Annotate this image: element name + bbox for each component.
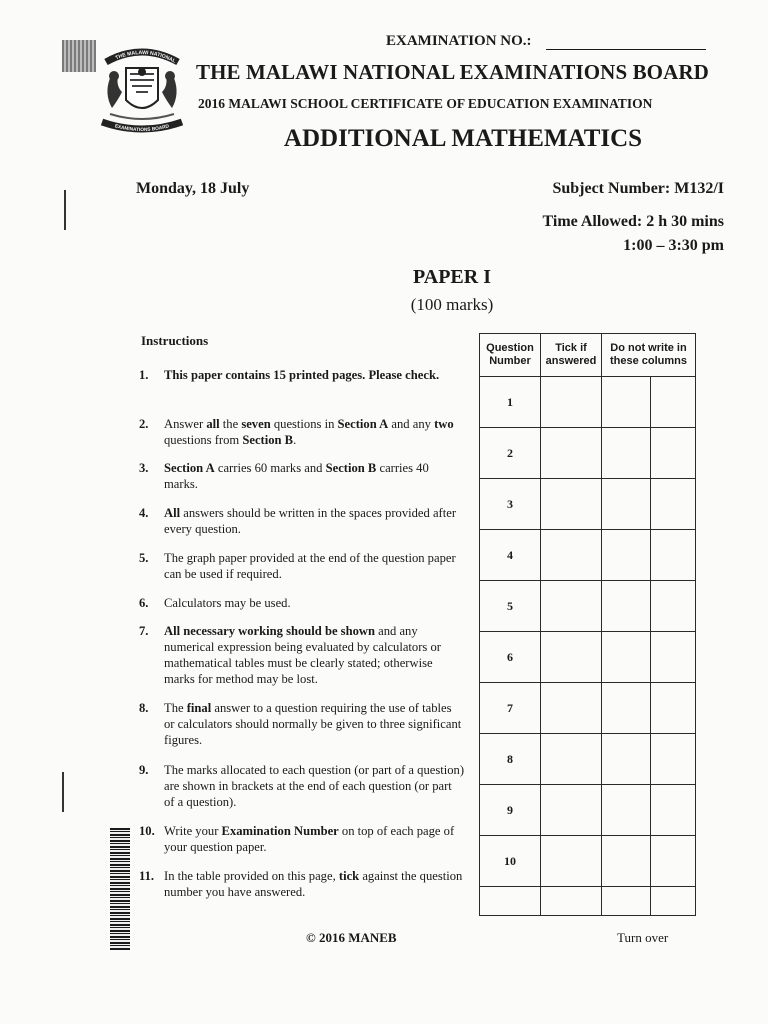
examiner-cell [651, 632, 696, 683]
question-row [480, 428, 696, 479]
instruction-text: All answers should be written in the spaces provided after every question. [164, 506, 457, 536]
instruction-text: This paper contains 15 printed pages. Please check. [164, 368, 440, 382]
instruction-number: 3. [139, 461, 149, 475]
examiner-cell [651, 377, 696, 428]
instruction-item [139, 367, 465, 383]
examiner-cell [651, 428, 696, 479]
instruction-text: Calculators may be used. [164, 596, 291, 610]
scan-edge-mark [64, 190, 66, 230]
examiner-cell [602, 683, 651, 734]
copyright: © 2016 MANEB [306, 930, 397, 945]
examiner-cell [602, 734, 651, 785]
instruction-item [139, 550, 465, 582]
examiner-cell [651, 683, 696, 734]
instruction-item [139, 595, 465, 611]
examiner-cell [602, 479, 651, 530]
question-number: 4 [480, 530, 541, 581]
question-number: 1 [480, 377, 541, 428]
question-number: 7 [480, 683, 541, 734]
instruction-item [139, 868, 465, 900]
tick-cell[interactable] [541, 683, 602, 734]
question-number: 2 [480, 428, 541, 479]
question-number: 9 [480, 785, 541, 836]
instruction-item [139, 700, 465, 748]
question-row [480, 581, 696, 632]
question-number: 3 [480, 479, 541, 530]
instruction-number: 1. [139, 368, 149, 382]
barcode [110, 828, 130, 950]
instruction-text: The marks allocated to each question (or part of a question) are shown in brackets at the end of each question (or part of a question). [164, 763, 465, 809]
examiner-cell [602, 377, 651, 428]
examiner-cell [651, 581, 696, 632]
examination-number-label: EXAMINATION NO.: [386, 33, 532, 49]
examiner-cell [651, 734, 696, 785]
examiner-cell [651, 836, 696, 887]
question-row [480, 377, 696, 428]
column-header-question-number: Question Number [480, 334, 541, 377]
turn-over-note: Turn over [617, 930, 669, 945]
svg-text:THE MALAWI NATIONAL: THE MALAWI NATIONAL [114, 49, 177, 65]
question-row [480, 530, 696, 581]
svg-text:EXAMINATIONS BOARD: EXAMINATIONS BOARD [114, 124, 170, 134]
total-cell [602, 887, 651, 916]
question-row [480, 479, 696, 530]
instruction-item [139, 416, 465, 448]
instruction-number: 6. [139, 596, 149, 610]
instruction-number: 10. [139, 824, 155, 838]
total-cell [541, 887, 602, 916]
examination-number-field[interactable] [546, 49, 706, 50]
instruction-number: 4. [139, 506, 149, 520]
examiner-cell [651, 530, 696, 581]
question-row [480, 683, 696, 734]
examination-name: 2016 MALAWI SCHOOL CERTIFICATE OF EDUCATION EXAMINATION [198, 96, 653, 111]
tick-cell[interactable] [541, 377, 602, 428]
question-row [480, 632, 696, 683]
instruction-item [139, 823, 465, 855]
paper-title: PAPER I [413, 266, 491, 288]
tick-cell[interactable] [541, 632, 602, 683]
question-row [480, 785, 696, 836]
tick-cell[interactable] [541, 530, 602, 581]
instruction-text: In the table provided on this page, tick against the question number you have answered. [164, 869, 463, 899]
instruction-text: Answer all the seven questions in Section A and any two questions from Section B. [164, 417, 454, 447]
board-title: THE MALAWI NATIONAL EXAMINATIONS BOARD [196, 60, 709, 84]
exam-date: Monday, 18 July [136, 180, 250, 197]
column-header-tick: Tick if answered [541, 334, 602, 377]
subject-title: ADDITIONAL MATHEMATICS [283, 125, 643, 152]
total-row [480, 887, 696, 916]
instruction-number: 7. [139, 624, 149, 638]
time-allowed: Time Allowed: 2 h 30 mins [542, 213, 724, 230]
instruction-number: 11. [139, 869, 155, 883]
examiner-cell [651, 479, 696, 530]
instruction-number: 8. [139, 701, 149, 715]
examiner-cell [602, 428, 651, 479]
examiner-cell [651, 785, 696, 836]
subject-number: Subject Number: M132/I [552, 180, 724, 197]
question-number: 5 [480, 581, 541, 632]
scan-edge-mark [62, 772, 64, 812]
tick-cell[interactable] [541, 734, 602, 785]
instruction-text: All necessary working should be shown and any numerical expression being evaluated by calculators or mathematical tables must be clearly stated; otherwise marks for method may be lost. [164, 624, 441, 686]
question-row [480, 734, 696, 785]
instruction-item [139, 505, 465, 537]
tick-cell[interactable] [541, 479, 602, 530]
examiner-cell [602, 632, 651, 683]
instruction-item [139, 762, 465, 810]
tick-cell[interactable] [541, 785, 602, 836]
tick-cell[interactable] [541, 581, 602, 632]
instruction-text: The graph paper provided at the end of the question paper can be used if required. [164, 551, 456, 581]
instruction-number: 9. [139, 763, 149, 777]
question-number: 10 [480, 836, 541, 887]
instruction-text: Section A carries 60 marks and Section B carries 40 marks. [164, 461, 429, 491]
instruction-number: 5. [139, 551, 149, 565]
question-number: 8 [480, 734, 541, 785]
paper-marks: (100 marks) [410, 295, 494, 314]
column-header-do-not-write: Do not write in these columns [602, 334, 696, 377]
instruction-text: The final answer to a question requiring the use of tables or calculators should normally be given to three significant figures. [164, 701, 462, 747]
question-row [480, 836, 696, 887]
examiner-cell [602, 785, 651, 836]
instruction-text: Write your Examination Number on top of each page of your question paper. [164, 824, 455, 854]
scan-artifact [62, 40, 96, 72]
instruction-item [139, 460, 465, 492]
instruction-number: 2. [139, 417, 149, 431]
instruction-item [139, 623, 465, 687]
total-cell [480, 887, 541, 916]
time-range: 1:00 – 3:30 pm [623, 237, 724, 254]
question-number: 6 [480, 632, 541, 683]
question-tick-table [479, 333, 696, 916]
examiner-cell [602, 530, 651, 581]
instructions-heading: Instructions [141, 333, 209, 348]
examiner-cell [602, 836, 651, 887]
total-cell [651, 887, 696, 916]
tick-cell[interactable] [541, 836, 602, 887]
examiner-cell [602, 581, 651, 632]
tick-cell[interactable] [541, 428, 602, 479]
